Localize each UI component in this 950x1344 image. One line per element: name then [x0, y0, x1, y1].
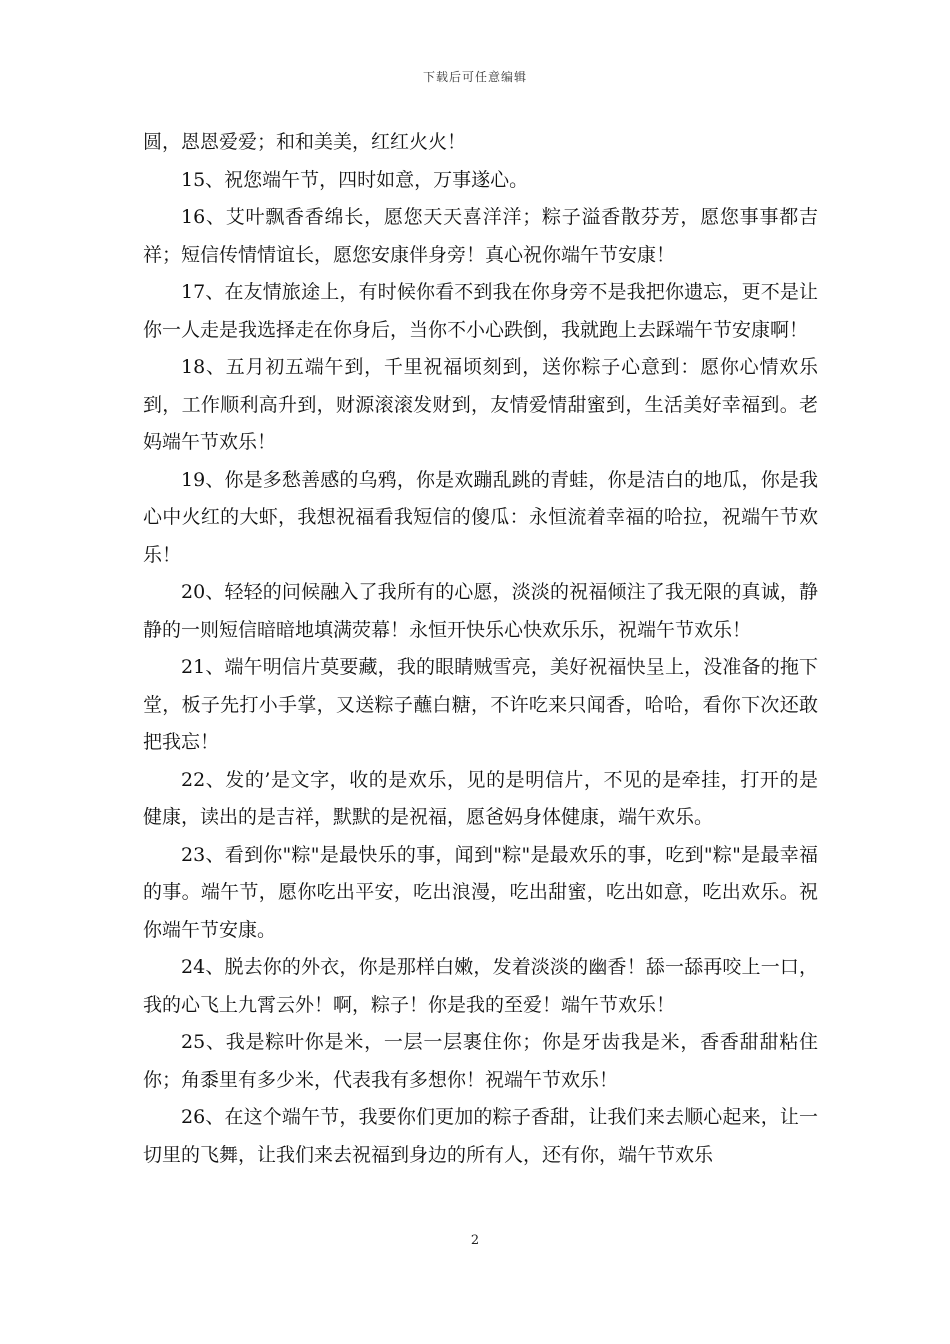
paragraph-16: 16、艾叶飘香香绵长，愿您天天喜洋洋；粽子溢香散芬芳，愿您事事都吉祥；短信传情情谊长，愿您安康伴身旁！真心祝你端午节安康！ [143, 206, 818, 266]
paragraph-17: 17、在友情旅途上，有时候你看不到我在你身旁不是我把你遗忘，更不是让你一人走是我选择走在你身后，当你不小心跌倒，我就跑上去踩端午节安康啊！ [143, 281, 818, 341]
paragraph-19: 19、你是多愁善感的乌鸦，你是欢蹦乱跳的青蛙，你是洁白的地瓜，你是我心中火红的大虾，我想祝福看我短信的傻瓜：永恒流着幸福的哈拉，祝端午节欢乐！ [143, 468, 818, 566]
paragraph-26: 26、在这个端午节，我要你们更加的粽子香甜，让我们来去顺心起来，让一切里的飞舞，让我们来去祝福到身边的所有人，还有你，端午节欢乐 [143, 1106, 818, 1166]
paragraph-18: 18、五月初五端午到，千里祝福顷刻到，送你粽子心意到：愿你心情欢乐到，工作顺利高升到，财源滚滚发财到，友情爱情甜蜜到，生活美好幸福到。老妈端午节欢乐！ [143, 356, 818, 453]
page-number: 2 [470, 1233, 480, 1248]
paragraph-24: 24、脱去你的外衣，你是那样白嫩，发着淡淡的幽香！舔一舔再咬上一口，我的心飞上九霄云外！啊，粽子！你是我的至爱！端午节欢乐！ [143, 956, 818, 1016]
paragraph-25: 25、我是粽叶你是米，一层一层裹住你；你是牙齿我是米，香香甜甜粘住你；角黍里有多少米，代表我有多想你！祝端午节欢乐！ [143, 1031, 818, 1091]
paragraph-21: 21、端午明信片莫要藏，我的眼睛贼雪亮，美好祝福快呈上，没准备的拖下堂，板子先打小手掌，又送粽子蘸白糖，不许吃来只闻香，哈哈，看你下次还敢把我忘！ [143, 656, 818, 753]
paragraph-20: 20、轻轻的问候融入了我所有的心愿，淡淡的祝福倾注了我无限的真诚，静静的一则短信暗暗地填满荧幕！永恒开快乐心快欢乐乐，祝端午节欢乐！ [143, 581, 818, 641]
document-body [143, 124, 818, 1174]
page-header: 下载后可任意编辑 [422, 70, 527, 84]
paragraph-15: 15、祝您端午节，四时如意，万事遂心。 [181, 168, 529, 191]
paragraph-22: 22、发的’是文字，收的是欢乐，见的是明信片，不见的是牵挂，打开的是健康，读出的是吉祥，默默的是祝福，愿爸妈身体健康，端午欢乐。 [143, 768, 818, 828]
paragraph-23: 23、看到你"粽"是最快乐的事，闻到"粽"是最欢乐的事，吃到"粽"是最幸福的事。端午节，愿你吃出平安，吃出浪漫，吃出甜蜜，吃出如意，吃出欢乐。祝你端午节安康。 [143, 843, 818, 941]
paragraph-continuation: 圆，恩恩爱爱；和和美美，红红火火！ [143, 131, 467, 153]
